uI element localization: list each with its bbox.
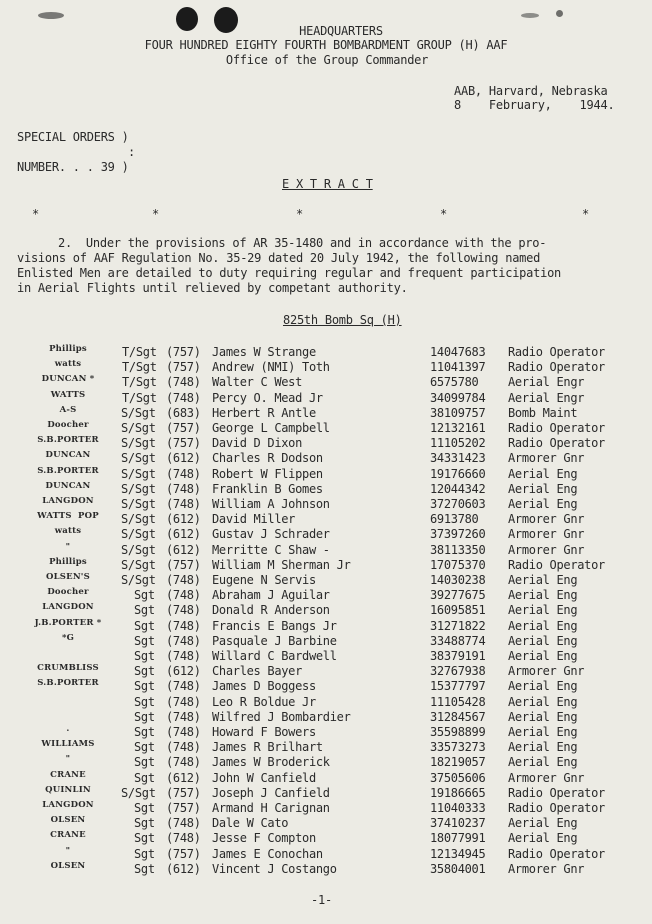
paragraph-line: visions of AAF Regulation No. 35-29 dated 20 July 1942, the following named (17, 251, 541, 265)
code: (748) (166, 710, 201, 724)
code: (612) (166, 664, 201, 678)
handwritten-note: LANGDON (42, 496, 94, 506)
code: (748) (166, 588, 201, 602)
rank: T/Sgt (122, 391, 157, 405)
code: (757) (166, 436, 201, 450)
member-name: William A Johnson (212, 497, 330, 511)
code: (748) (166, 375, 201, 389)
duty: Radio Operator (508, 558, 605, 572)
rank: S/Sgt (121, 421, 156, 435)
code: (748) (166, 695, 201, 709)
header-line-3: Office of the Group Commander (225, 53, 429, 67)
duty: Aerial Eng (508, 710, 578, 724)
handwritten-note: . (66, 724, 70, 734)
member-name: Willard C Bardwell (212, 649, 337, 663)
serial-number: 12134945 (430, 847, 486, 861)
handwritten-note: Phillips (49, 344, 87, 354)
member-name: Robert W Flippen (212, 467, 323, 481)
code: (757) (166, 345, 201, 359)
rank: S/Sgt (121, 558, 156, 572)
member-name: Merritte C Shaw - (212, 543, 330, 557)
duty: Radio Operator (508, 436, 605, 450)
handwritten-note: DUNCAN * (41, 374, 95, 384)
handwritten-note: " (65, 846, 71, 856)
rank: S/Sgt (121, 497, 156, 511)
duty: Aerial Eng (508, 603, 578, 617)
duty: Aerial Eng (508, 634, 578, 648)
member-name: Francis E Bangs Jr (212, 619, 337, 633)
rank: S/Sgt (121, 543, 156, 557)
member-name: Percy O. Mead Jr (212, 391, 323, 405)
serial-number: 37410237 (430, 816, 486, 830)
rank: S/Sgt (121, 527, 156, 541)
member-name: James E Conochan (212, 847, 323, 861)
rank: S/Sgt (121, 467, 156, 481)
member-name: Howard F Bowers (212, 725, 316, 739)
roster-row (0, 862, 652, 877)
member-name: James W Broderick (212, 755, 330, 769)
duty: Aerial Eng (508, 725, 578, 739)
ink-blot (38, 12, 64, 19)
roster-row (0, 679, 652, 694)
special-orders-title: SPECIAL ORDERS ) (17, 130, 129, 144)
handwritten-note: OLSEN (50, 815, 86, 825)
code: (612) (166, 862, 201, 876)
duty: Armorer Gnr (508, 512, 585, 526)
duty: Aerial Eng (508, 649, 578, 663)
header-line-2: FOUR HUNDRED EIGHTY FOURTH BOMBARDMENT GROUP (H) AAF (144, 38, 508, 52)
code: (748) (166, 740, 201, 754)
duty: Radio Operator (508, 786, 605, 800)
serial-number: 17075370 (430, 558, 486, 572)
paragraph-line: 2. Under the provisions of AR 35-1480 and in accordance with the pro- (58, 236, 547, 250)
member-name: David D Dixon (212, 436, 303, 450)
member-name: John W Canfield (212, 771, 316, 785)
code: (612) (166, 512, 201, 526)
duty: Armorer Gnr (508, 451, 585, 465)
roster-row (0, 695, 652, 710)
member-name: Walter C West (212, 375, 303, 389)
rank: S/Sgt (121, 451, 156, 465)
member-name: Pasquale J Barbine (212, 634, 337, 648)
serial-number: 11105202 (430, 436, 486, 450)
code: (748) (166, 816, 201, 830)
rank: S/Sgt (121, 573, 156, 587)
handwritten-note: Phillips (49, 557, 87, 567)
serial-number: 32767938 (430, 664, 486, 678)
handwritten-note: CRANE (50, 830, 86, 840)
code: (612) (166, 771, 201, 785)
serial-number: 11105428 (430, 695, 486, 709)
code: (757) (166, 786, 201, 800)
handwritten-note: CRANE (50, 770, 86, 780)
code: (748) (166, 649, 201, 663)
rank: Sgt (134, 816, 155, 830)
member-name: Jesse F Compton (212, 831, 316, 845)
paragraph-line: in Aerial Flights until relieved by competant authority. (17, 281, 408, 295)
handwritten-note: A-S (59, 405, 77, 415)
asterisk: * (582, 207, 589, 221)
serial-number: 12044342 (430, 482, 486, 496)
serial-number: 14030238 (430, 573, 486, 587)
roster-row (0, 634, 652, 649)
duty: Armorer Gnr (508, 527, 585, 541)
duty: Radio Operator (508, 360, 605, 374)
member-name: Armand H Carignan (212, 801, 330, 815)
serial-number: 38113350 (430, 543, 486, 557)
duty: Aerial Eng (508, 740, 578, 754)
handwritten-note: watts (54, 359, 82, 369)
code: (748) (166, 679, 201, 693)
serial-number: 31271822 (430, 619, 486, 633)
code: (757) (166, 421, 201, 435)
handwritten-note: DUNCAN (45, 450, 91, 460)
member-name: Herbert R Antle (212, 406, 316, 420)
member-name: Vincent J Costango (212, 862, 337, 876)
code: (748) (166, 391, 201, 405)
member-name: George L Campbell (212, 421, 330, 435)
rank: Sgt (134, 588, 155, 602)
handwritten-note: WILLIAMS (41, 739, 95, 749)
asterisk: * (440, 207, 447, 221)
code: (612) (166, 527, 201, 541)
serial-number: 37397260 (430, 527, 486, 541)
member-name: Donald R Anderson (212, 603, 330, 617)
serial-number: 39277675 (430, 588, 486, 602)
duty: Aerial Eng (508, 497, 578, 511)
rank: Sgt (134, 619, 155, 633)
handwritten-note: WATTS POP (37, 511, 99, 521)
handwritten-note: OLSEN (50, 861, 86, 871)
serial-number: 15377797 (430, 679, 486, 693)
serial-number: 34099784 (430, 391, 486, 405)
rank: S/Sgt (121, 512, 156, 526)
code: (683) (166, 406, 201, 420)
handwritten-note: OLSEN'S (46, 572, 90, 582)
member-name: James R Brilhart (212, 740, 323, 754)
duty: Armorer Gnr (508, 543, 585, 557)
rank: T/Sgt (122, 375, 157, 389)
handwritten-note: J.B.PORTER * (34, 618, 102, 628)
duty: Radio Operator (508, 847, 605, 861)
serial-number: 6913780 (430, 512, 479, 526)
handwritten-note: " (65, 754, 71, 764)
ink-blot (556, 10, 563, 17)
code: (757) (166, 360, 201, 374)
handwritten-note: S.B.PORTER (37, 435, 99, 445)
member-name: David Miller (212, 512, 296, 526)
rank: S/Sgt (121, 406, 156, 420)
duty: Aerial Engr (508, 375, 585, 389)
rank: T/Sgt (122, 345, 157, 359)
handwritten-note: *G (61, 633, 75, 643)
member-name: Eugene N Servis (212, 573, 316, 587)
serial-number: 18077991 (430, 831, 486, 845)
code: (757) (166, 558, 201, 572)
handwritten-note: CRUMBLISS (37, 663, 99, 673)
rank: Sgt (134, 603, 155, 617)
serial-number: 12132161 (430, 421, 486, 435)
rank: Sgt (134, 847, 155, 861)
serial-number: 38109757 (430, 406, 486, 420)
member-name: Abraham J Aguilar (212, 588, 330, 602)
member-name: Leo R Boldue Jr (212, 695, 316, 709)
date: 8 February, 1944. (454, 98, 615, 112)
location: AAB, Harvard, Nebraska (454, 84, 608, 98)
special-orders-number: NUMBER. . . 39 ) (17, 160, 129, 174)
duty: Aerial Eng (508, 588, 578, 602)
code: (757) (166, 847, 201, 861)
handwritten-note: LANGDON (42, 602, 94, 612)
serial-number: 33488774 (430, 634, 486, 648)
duty: Aerial Eng (508, 816, 578, 830)
handwritten-note: Doocher (47, 587, 89, 597)
code: (757) (166, 801, 201, 815)
serial-number: 19176660 (430, 467, 486, 481)
member-name: Andrew (NMI) Toth (212, 360, 330, 374)
serial-number: 19186665 (430, 786, 486, 800)
serial-number: 35598899 (430, 725, 486, 739)
code: (748) (166, 619, 201, 633)
rank: T/Sgt (122, 360, 157, 374)
member-name: James W Strange (212, 345, 316, 359)
code: (748) (166, 467, 201, 481)
serial-number: 35804001 (430, 862, 486, 876)
member-name: Wilfred J Bombardier (212, 710, 351, 724)
rank: S/Sgt (121, 786, 156, 800)
rank: Sgt (134, 710, 155, 724)
handwritten-note: S.B.PORTER (37, 466, 99, 476)
code: (748) (166, 573, 201, 587)
duty: Armorer Gnr (508, 862, 585, 876)
serial-number: 16095851 (430, 603, 486, 617)
rank: Sgt (134, 664, 155, 678)
handwritten-note: " (65, 542, 71, 552)
asterisk: * (32, 207, 39, 221)
serial-number: 33573273 (430, 740, 486, 754)
handwritten-note: QUINLIN (45, 785, 91, 795)
member-name: Joseph J Canfield (212, 786, 330, 800)
rank: Sgt (134, 725, 155, 739)
rank: Sgt (134, 649, 155, 663)
serial-number: 31284567 (430, 710, 486, 724)
code: (748) (166, 725, 201, 739)
member-name: Gustav J Schrader (212, 527, 330, 541)
rank: Sgt (134, 679, 155, 693)
code: (748) (166, 831, 201, 845)
serial-number: 11040333 (430, 801, 486, 815)
code: (748) (166, 482, 201, 496)
extract-heading: E X T R A C T (282, 177, 373, 191)
serial-number: 6575780 (430, 375, 479, 389)
duty: Aerial Eng (508, 573, 578, 587)
code: (748) (166, 755, 201, 769)
handwritten-note: watts (54, 526, 82, 536)
duty: Aerial Engr (508, 391, 585, 405)
page-number: -1- (311, 893, 332, 907)
serial-number: 37270603 (430, 497, 486, 511)
handwritten-note: LANGDON (42, 800, 94, 810)
paragraph-line: Enlisted Men are detailed to duty requiring regular and frequent participation (17, 266, 562, 280)
handwritten-note: WATTS (50, 390, 86, 400)
ink-blot (521, 13, 539, 18)
rank: Sgt (134, 831, 155, 845)
duty: Aerial Eng (508, 755, 578, 769)
member-name: James D Boggess (212, 679, 316, 693)
asterisk: * (152, 207, 159, 221)
serial-number: 38379191 (430, 649, 486, 663)
duty: Armorer Gnr (508, 771, 585, 785)
duty: Aerial Eng (508, 482, 578, 496)
serial-number: 34331423 (430, 451, 486, 465)
duty: Bomb Maint (508, 406, 578, 420)
code: (612) (166, 451, 201, 465)
code: (748) (166, 497, 201, 511)
header-line-1: HEADQUARTERS (299, 24, 383, 38)
duty: Armorer Gnr (508, 664, 585, 678)
rank: Sgt (134, 801, 155, 815)
member-name: Charles Bayer (212, 664, 303, 678)
rank: Sgt (134, 695, 155, 709)
rank: Sgt (134, 634, 155, 648)
duty: Aerial Eng (508, 619, 578, 633)
member-name: Charles R Dodson (212, 451, 323, 465)
handwritten-note: S.B.PORTER (37, 678, 99, 688)
handwritten-note: DUNCAN (45, 481, 91, 491)
code: (748) (166, 634, 201, 648)
duty: Radio Operator (508, 421, 605, 435)
special-orders-colon: : (128, 145, 135, 159)
member-name: Dale W Cato (212, 816, 289, 830)
duty: Aerial Eng (508, 467, 578, 481)
duty: Aerial Eng (508, 695, 578, 709)
rank: Sgt (134, 740, 155, 754)
duty: Radio Operator (508, 801, 605, 815)
rank: S/Sgt (121, 436, 156, 450)
serial-number: 11041397 (430, 360, 486, 374)
serial-number: 14047683 (430, 345, 486, 359)
rank: Sgt (134, 771, 155, 785)
member-name: Franklin B Gomes (212, 482, 323, 496)
asterisk: * (296, 207, 303, 221)
serial-number: 18219057 (430, 755, 486, 769)
code: (748) (166, 603, 201, 617)
squadron-heading: 825th Bomb Sq (H) (283, 313, 402, 327)
rank: S/Sgt (121, 482, 156, 496)
code: (612) (166, 543, 201, 557)
duty: Aerial Eng (508, 679, 578, 693)
handwritten-note: Doocher (47, 420, 89, 430)
duty: Radio Operator (508, 345, 605, 359)
duty: Aerial Eng (508, 831, 578, 845)
rank: Sgt (134, 862, 155, 876)
serial-number: 37505606 (430, 771, 486, 785)
rank: Sgt (134, 755, 155, 769)
member-name: William M Sherman Jr (212, 558, 351, 572)
